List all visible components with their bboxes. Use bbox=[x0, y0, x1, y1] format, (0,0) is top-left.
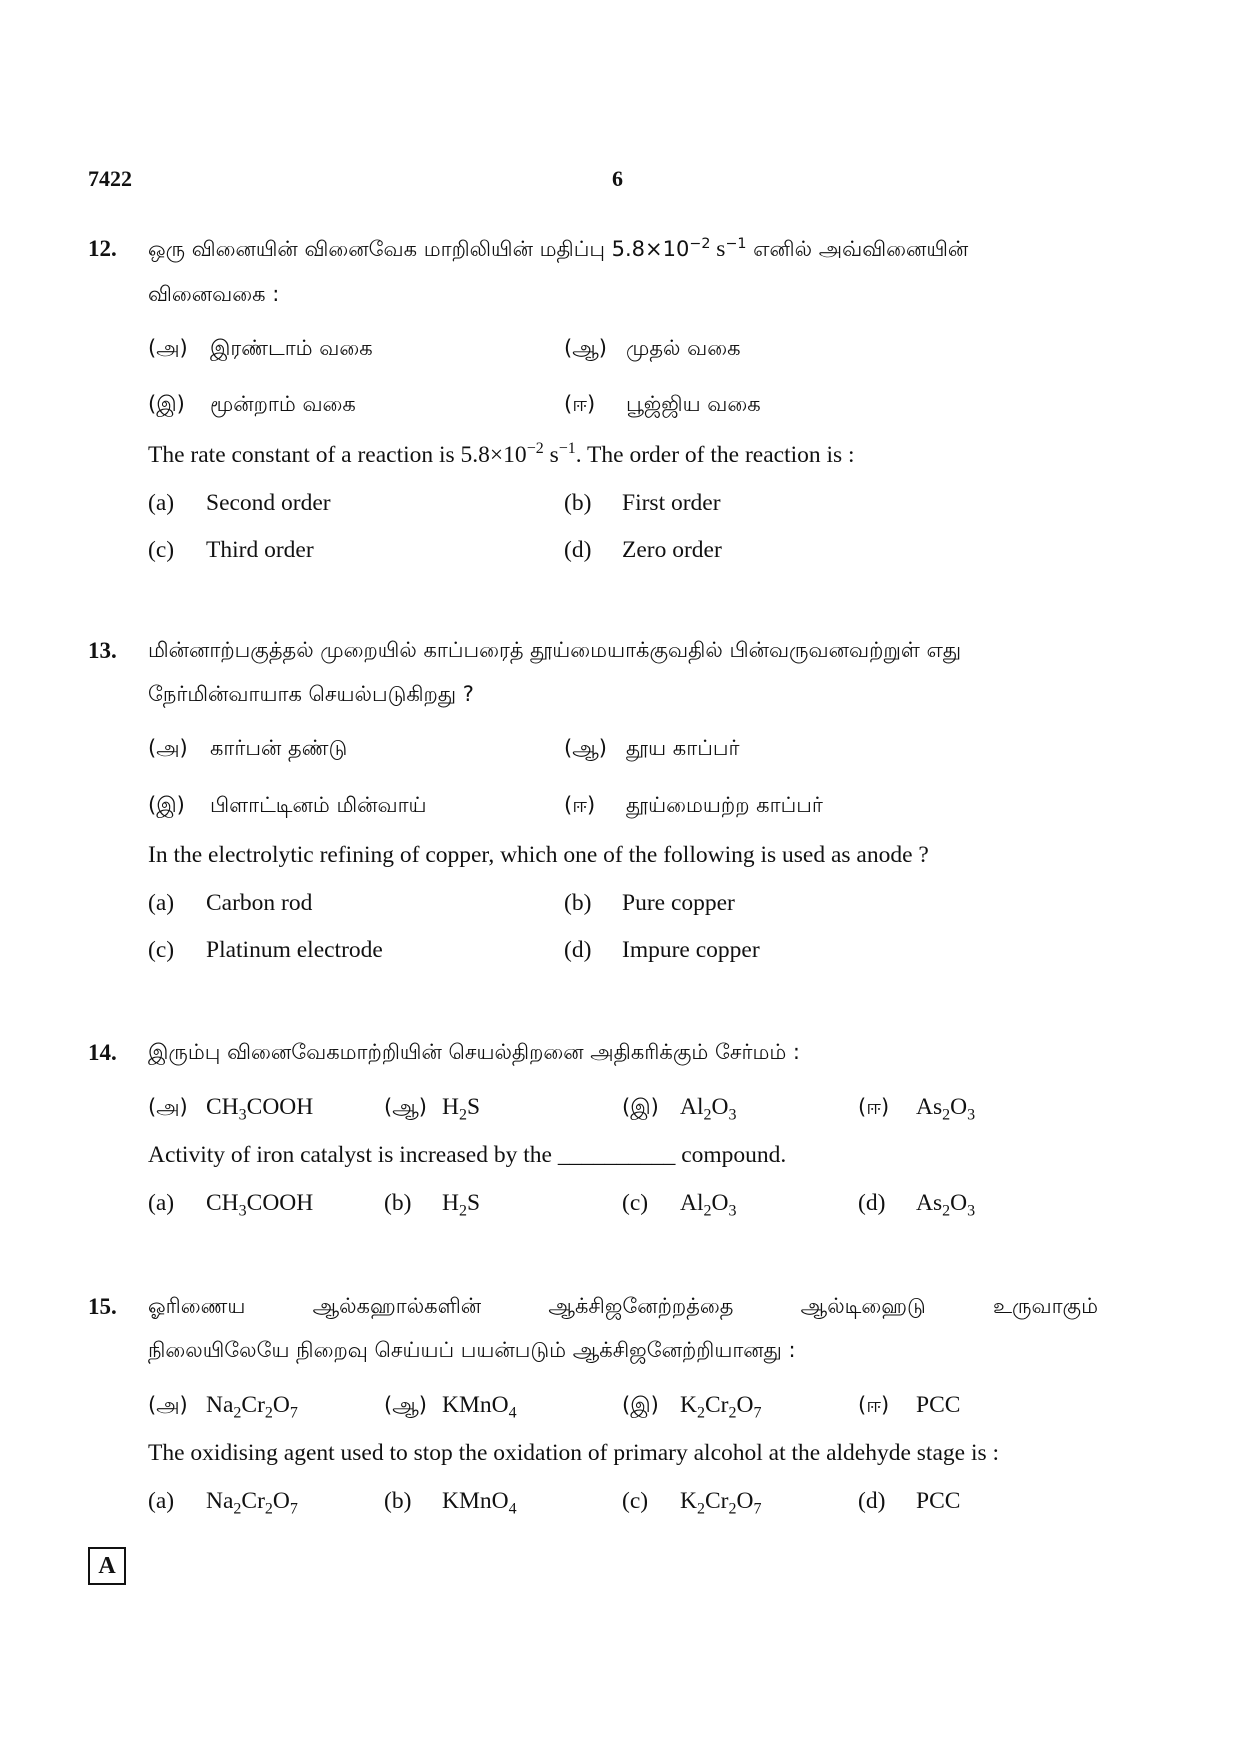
q14-ta-option-c: (இ) $Al_2O_3$ bbox=[622, 1094, 737, 1124]
q13-ta-option-d: (ஈ) தூய்மையற்ற காப்பர் bbox=[564, 793, 823, 817]
q14-ta-option-a: (அ) $CH_3COOH$ bbox=[148, 1094, 314, 1124]
q14-en-option-a: (a) $CH_3COOH$ bbox=[148, 1190, 314, 1220]
q12-tamil-line1: ஒரு வினையின் வினைவேக மாறிலியின் மதிப்பு $5.8\times 10^{-2}$ $s^{-1}$ எனில் அவ்வினையின் bbox=[148, 236, 969, 262]
q15-ta-option-c: (இ) $K_2Cr_2O_7$ bbox=[622, 1392, 762, 1422]
q14-en-option-d: (d) $As_2O_3$ bbox=[858, 1190, 976, 1220]
q13-ta-option-c: (இ) பிளாட்டினம் மின்வாய் bbox=[148, 793, 427, 817]
q14-ta-option-b: (ஆ) $H_2S$ bbox=[384, 1094, 481, 1124]
q12-ta-option-c: (இ) மூன்றாம் வகை bbox=[148, 392, 356, 416]
question-number-14: 14. bbox=[88, 1040, 117, 1065]
q14-english-question: Activity of iron catalyst is increased by the __________ compound. bbox=[148, 1142, 787, 1168]
q15-en-option-c: (c) $K_2Cr_2O_7$ bbox=[622, 1488, 762, 1518]
q12-en-option-a: (a) Second order bbox=[148, 490, 331, 516]
answer-blank: __________ bbox=[557, 1142, 676, 1168]
q15-ta-option-b: (ஆ) KMnO$_4$ bbox=[384, 1392, 517, 1422]
q12-en-option-d: (d) Zero order bbox=[564, 537, 722, 563]
q12-ta-option-a: (அ) இரண்டாம் வகை bbox=[148, 336, 373, 360]
q13-ta-option-b: (ஆ) தூய காப்பர் bbox=[564, 736, 740, 760]
q15-tamil-line2: நிலையிலேயே நிறைவு செய்யப் பயன்படும் ஆக்சிஜனேற்றியானது : bbox=[148, 1338, 796, 1362]
q13-en-option-b: (b) Pure copper bbox=[564, 890, 735, 916]
q15-ta-option-a: (அ) $Na_2Cr_2O_7$ bbox=[148, 1392, 298, 1422]
q15-tamil-line1: ஓரிணைய ஆல்கஹால்களின் ஆக்சிஜனேற்றத்தை ஆல்டிஹைடு உருவாகும் bbox=[148, 1294, 1098, 1318]
q15-en-option-d: (d) PCC bbox=[858, 1488, 961, 1514]
page-number: 6 bbox=[612, 166, 623, 191]
q13-en-option-c: (c) Platinum electrode bbox=[148, 937, 383, 963]
q14-en-option-c: (c) $Al_2O_3$ bbox=[622, 1190, 737, 1220]
q15-ta-option-d: (ஈ) PCC bbox=[858, 1392, 961, 1418]
q15-en-option-b: (b) KMnO$_4$ bbox=[384, 1488, 517, 1518]
q14-ta-option-d: (ஈ) $As_2O_3$ bbox=[858, 1094, 976, 1124]
q13-tamil-line1: மின்னாற்பகுத்தல் முறையில் காப்பரைத் தூய்மையாக்குவதில் பின்வருவனவற்றுள் எது bbox=[148, 638, 962, 662]
q12-ta-option-d: (ஈ) பூஜ்ஜிய வகை bbox=[564, 392, 761, 416]
series-box: A bbox=[88, 1547, 126, 1585]
question-number-15: 15. bbox=[88, 1294, 117, 1319]
q14-tamil-question: இரும்பு வினைவேகமாற்றியின் செயல்திறனை அதிகரிக்கும் சேர்மம் : bbox=[148, 1040, 800, 1064]
q14-en-option-b: (b) $H_2S$ bbox=[384, 1190, 481, 1220]
q13-en-option-a: (a) Carbon rod bbox=[148, 890, 313, 916]
q13-en-option-d: (d) Impure copper bbox=[564, 937, 760, 963]
question-number-12: 12. bbox=[88, 236, 117, 261]
paper-code: 7422 bbox=[88, 166, 132, 191]
q12-en-option-b: (b) First order bbox=[564, 490, 721, 516]
q13-english-question: In the electrolytic refining of copper, which one of the following is used as anode ? bbox=[148, 842, 929, 868]
q15-english-question: The oxidising agent used to stop the oxidation of primary alcohol at the aldehyde stage is : bbox=[148, 1440, 1000, 1466]
q12-ta-option-b: (ஆ) முதல் வகை bbox=[564, 336, 741, 360]
question-number-13: 13. bbox=[88, 638, 117, 663]
q12-tamil-line2: வினைவகை : bbox=[148, 282, 280, 306]
q13-tamil-line2: நேர்மின்வாயாக செயல்படுகிறது ? bbox=[148, 682, 474, 706]
q15-en-option-a: (a) $Na_2Cr_2O_7$ bbox=[148, 1488, 298, 1518]
q13-ta-option-a: (அ) கார்பன் தண்டு bbox=[148, 736, 348, 760]
q12-en-option-c: (c) Third order bbox=[148, 537, 314, 563]
q12-english-question: The rate constant of a reaction is $5.8\times 10^{-2}$ $s^{-1}$. The order of the reaction is : bbox=[148, 440, 855, 468]
